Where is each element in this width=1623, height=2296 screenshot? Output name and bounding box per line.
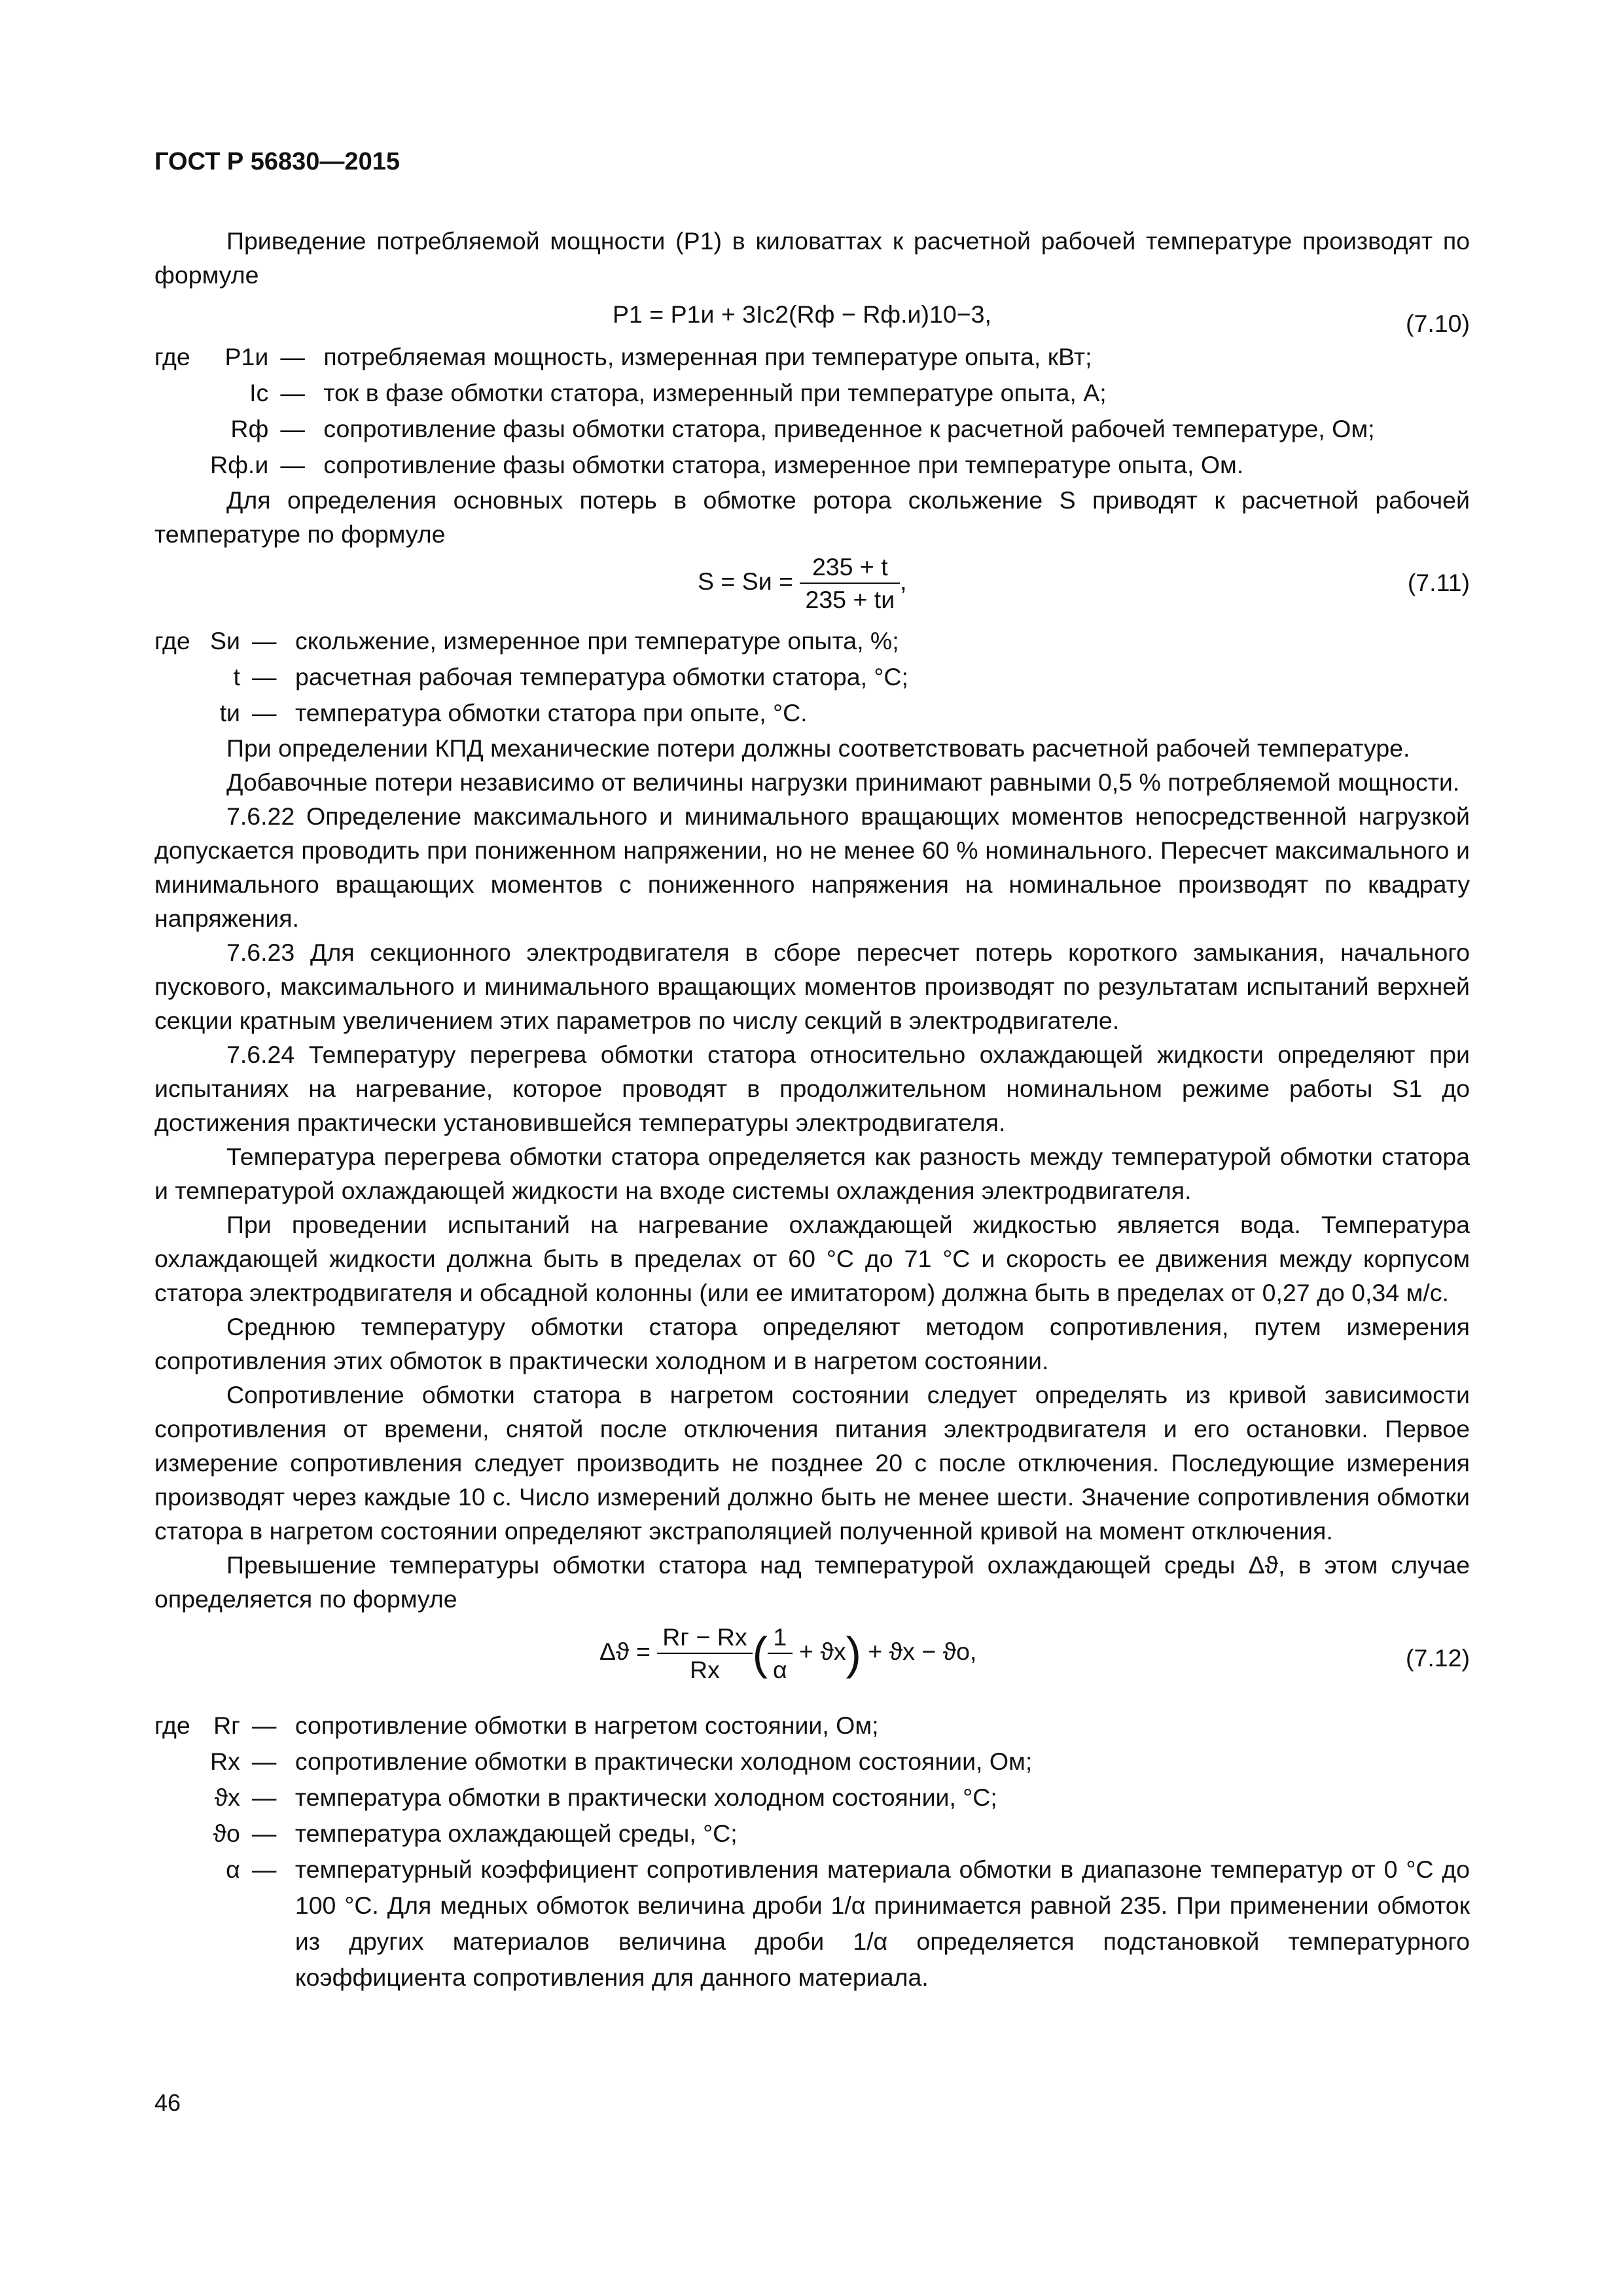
variable-symbol: Ic: [249, 379, 269, 406]
variable-dash: —: [251, 1712, 277, 1739]
variable-description: потребляемая мощность, измеренная при температуре опыта, кВт;: [323, 343, 1092, 370]
variable-dash: —: [280, 415, 305, 442]
formula-7-12-number: (7.12): [1406, 1644, 1470, 1672]
formula-7-11-tail: ,: [900, 567, 907, 595]
variable-row: [154, 375, 1375, 411]
paragraph: 7.6.23 Для секционного электродвигателя в сборе пересчет потерь короткого замыкания, начального пускового, максимального и минимального вращающих моментов производят по результатам испытаний верхней секции кратным увеличением этих параметров по числу секций в электродвигателе.: [154, 939, 1470, 1034]
variable-prefix: [154, 375, 210, 411]
paragraph: Среднюю температуру обмотки статора определяют методом сопротивления, путем измерения сопротивления этих обмоток в практически холодном и в нагретом состоянии.: [154, 1313, 1470, 1374]
variable-description: скольжение, измеренное при температуре опыта, %;: [294, 627, 899, 655]
variable-dash: —: [251, 663, 277, 691]
variable-description: сопротивление фазы обмотки статора, измеренное при температуре опыта, Ом.: [323, 451, 1244, 478]
variable-description: сопротивление фазы обмотки статора, приведенное к расчетной рабочей температуре, Ом;: [323, 415, 1375, 442]
paragraph-slip-intro: Для определения основных потерь в обмотке ротора скольжение S приводят к расчетной рабочей температуре по формуле: [154, 486, 1470, 548]
variables-7-11: [154, 623, 908, 731]
variable-prefix: [154, 695, 210, 731]
variable-dash: —: [251, 1784, 277, 1811]
formula-7-12-tail: + ϑx − ϑо,: [868, 1637, 977, 1665]
formula-7-12-inner-tail: + ϑx: [799, 1637, 846, 1665]
variable-row: [154, 1780, 1470, 1816]
variable-dash: —: [251, 1856, 277, 1883]
variable-row: [154, 623, 908, 659]
formula-7-11-lhs: S = Sи: [698, 567, 772, 595]
variable-symbol: t: [233, 663, 240, 691]
variable-description: ток в фазе обмотки статора, измеренный при температуре опыта, А;: [323, 379, 1107, 406]
variables-7-12: [154, 1708, 1470, 1996]
variable-symbol: Sи: [210, 627, 240, 655]
variables-7-10: [154, 339, 1375, 483]
variable-symbol: α: [226, 1856, 240, 1883]
formula-7-12-fraction-alpha-top: 1: [768, 1621, 793, 1654]
formula-7-12-paren-close: ): [846, 1628, 861, 1679]
variable-dash: —: [280, 343, 305, 370]
variable-row: [154, 1744, 1470, 1780]
formula-7-11-number: (7.11): [1407, 569, 1470, 596]
paragraph: Температура перегрева обмотки статора определяется как разность между температурой обмотки статора и температурой охлаждающей жидкости на входе системы охлаждения электродвигателя.: [154, 1143, 1470, 1204]
variable-description: температура обмотки статора при опыте, °С.: [294, 699, 808, 726]
variable-symbol: ϑx: [214, 1784, 240, 1811]
variable-row: [154, 411, 1375, 447]
variable-prefix: где: [154, 343, 190, 370]
variable-symbol: P1и: [224, 343, 269, 370]
paragraphs-main: [154, 731, 1470, 1616]
variable-symbol: tи: [219, 699, 240, 726]
formula-7-12-fraction-alpha: [768, 1621, 793, 1685]
variable-symbol: Rг: [213, 1712, 240, 1739]
formula-7-12-paren-open: (: [752, 1628, 768, 1679]
variable-description: сопротивление обмотки в нагретом состоянии, Ом;: [294, 1712, 879, 1739]
variable-symbol: Rф: [230, 415, 269, 442]
formula-7-12-expression: [599, 1621, 976, 1685]
variable-dash: —: [280, 451, 305, 478]
formula-7-12-fraction-main-bottom: Rx: [690, 1656, 720, 1683]
variable-row: [154, 659, 908, 695]
variable-description: расчетная рабочая температура обмотки статора, °С;: [294, 663, 908, 691]
variable-prefix: [154, 447, 210, 483]
paragraph: 7.6.22 Определение максимального и минимального вращающих моментов непосредственной нагрузкой допускается проводить при пониженном напряжении, но не менее 60 % номинального. Пересчет максимального и минимального вращающих моментов с пониженного напряжения на номинальное производят по квадрату напряжения.: [154, 802, 1470, 932]
variable-dash: —: [280, 379, 305, 406]
variable-symbol: Rф.и: [210, 451, 269, 478]
paragraph: При проведении испытаний на нагревание охлаждающей жидкостью является вода. Температура охлаждающей жидкости должна быть в пределах от 60 °С до 71 °С и скорость ее движения между корпусом статора электродвигателя и обсадной колонны (или ее имитатором) должна быть в пределах от 0,27 до 0,34 м/с.: [154, 1211, 1470, 1306]
variable-row: [154, 695, 908, 731]
formula-7-11-expression: S = Sи = $\frac{235 + t}{235 + tи}$ ,: [698, 551, 907, 615]
variable-row: [154, 447, 1375, 483]
formula-7-12-lhs: Δϑ =: [599, 1637, 651, 1665]
formula-7-11: [154, 551, 1470, 623]
variable-description: сопротивление обмотки в практически холодном состоянии, Ом;: [294, 1748, 1033, 1775]
variable-prefix: где: [154, 627, 190, 655]
formula-7-12: [154, 1616, 1470, 1708]
paragraph: 7.6.24 Температуру перегрева обмотки статора относительно охлаждающей жидкости определяют при испытаниях на нагревание, которое проводят в продолжительном номинальном режиме работы S1 до достижения практически установившейся температуры электродвигателя.: [154, 1041, 1470, 1136]
paragraph: Добавочные потери независимо от величины нагрузки принимают равными 0,5 % потребляемой мощности.: [226, 768, 1460, 796]
variable-row: [154, 1816, 1470, 1852]
formula-7-12-fraction-alpha-bottom: α: [772, 1656, 787, 1683]
variable-dash: —: [251, 627, 277, 655]
variable-prefix: [154, 659, 210, 695]
paragraph: Превышение температуры обмотки статора над температурой охлаждающей среды Δϑ, в этом случае определяется по формуле: [154, 1551, 1470, 1613]
formula-7-11-fraction: [800, 551, 900, 615]
variable-symbol: ϑо: [213, 1820, 240, 1847]
page-number: 46: [154, 2089, 181, 2116]
formula-7-10-number: (7.10): [1406, 310, 1470, 337]
variable-description: температура обмотки в практически холодном состоянии, °С;: [294, 1784, 997, 1811]
variable-prefix: [154, 1852, 210, 1996]
formula-7-11-denominator: 235 + tи: [805, 586, 895, 613]
variable-prefix: [154, 1780, 210, 1816]
formula-7-10-expression: P1 = P1и + 3Ic2(Rф − Rф.и)10−3,: [613, 300, 991, 328]
variable-prefix: [154, 1816, 210, 1852]
variable-symbol: Rx: [210, 1748, 240, 1775]
variable-dash: —: [251, 1820, 277, 1847]
variable-row: [154, 1852, 1470, 1996]
variable-description: температура охлаждающей среды, °С;: [294, 1820, 738, 1847]
variable-row: [154, 339, 1375, 375]
formula-7-12-fraction-main-top: Rг − Rx: [657, 1621, 752, 1654]
document-body: [154, 224, 1470, 1996]
variable-dash: —: [251, 1748, 277, 1775]
document-header: ГОСТ Р 56830—2015: [154, 148, 400, 175]
variable-prefix: [154, 411, 210, 447]
formula-7-10: [154, 292, 1470, 339]
variable-prefix: где: [154, 1712, 190, 1739]
paragraph-power-intro: Приведение потребляемой мощности (P1) в киловаттах к расчетной рабочей температуре производят по формуле: [154, 227, 1470, 289]
variable-row: [154, 1708, 1470, 1744]
variable-prefix: [154, 1744, 210, 1780]
formula-7-11-numerator: 235 + t: [800, 551, 900, 584]
variable-dash: —: [251, 699, 277, 726]
variable-description: температурный коэффициент сопротивления материала обмотки в диапазоне температур от 0 °С до 100 °С. Для медных обмоток величина дроби 1/α принимается равной 235. При применении обмоток из других материалов величина дроби 1/α определяется подстановкой температурного коэффициента сопротивления для данного материала.: [294, 1856, 1470, 1991]
paragraph: При определении КПД механические потери должны соответствовать расчетной рабочей температуре.: [226, 734, 1410, 762]
paragraph: Сопротивление обмотки статора в нагретом состоянии следует определять из кривой зависимости сопротивления от времени, снятой после отключения питания электродвигателя и его остановки. Первое измерение сопротивления следует производить не позднее 20 с после отключения. Последующие измерения производят через каждые 10 с. Число измерений должно быть не менее шести. Значение сопротивления обмотки статора в нагретом состоянии определяют экстраполяцией полученной кривой на момент отключения.: [154, 1381, 1470, 1545]
formula-7-12-fraction-main: [657, 1621, 752, 1685]
